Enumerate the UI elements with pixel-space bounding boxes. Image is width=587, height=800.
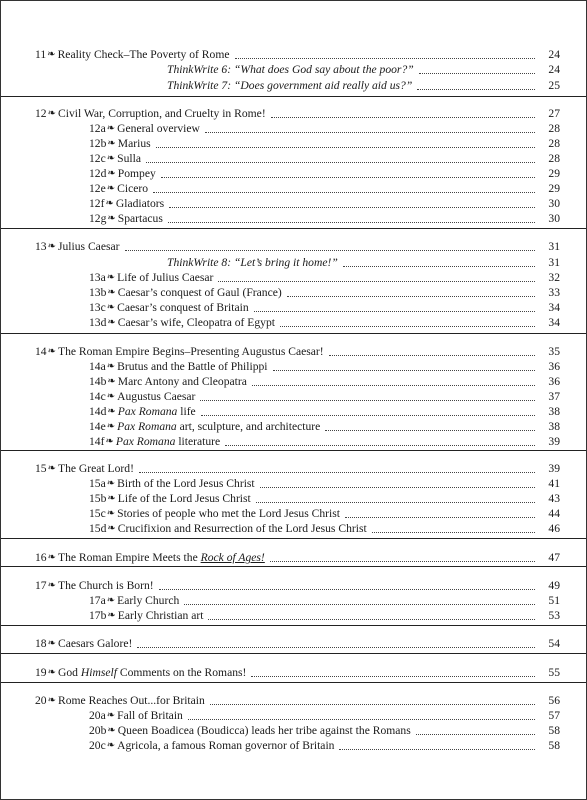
toc-subentry[interactable] — [89, 181, 560, 196]
dot-leader — [273, 369, 535, 371]
leaf-bullet-icon: ❧ — [47, 108, 56, 119]
entry-title — [167, 255, 338, 270]
page-number: 49 — [548, 579, 560, 592]
toc-entry[interactable] — [35, 636, 560, 651]
entry-title-rest: life — [177, 405, 196, 418]
toc-subentry[interactable] — [89, 738, 560, 753]
leaf-bullet-icon: ❧ — [106, 183, 116, 194]
toc-subentry[interactable] — [89, 404, 560, 419]
leaf-bullet-icon: ❧ — [106, 595, 116, 606]
entry-title-post: Comments on the Romans! — [116, 666, 247, 679]
entry-title: Sulla — [117, 152, 141, 165]
entry-number: 12a — [89, 122, 106, 135]
leaf-bullet-icon: ❧ — [107, 168, 116, 179]
entry-title — [167, 62, 414, 77]
dot-leader — [146, 161, 535, 163]
leaf-bullet-icon: ❧ — [47, 463, 56, 474]
dot-leader — [280, 325, 535, 327]
page-number: 53 — [548, 609, 560, 622]
entry-title: Augustus Caesar — [117, 390, 196, 403]
dot-leader — [235, 57, 536, 59]
entry-title-rest: literature — [175, 435, 221, 448]
leaf-bullet-icon: ❧ — [107, 376, 116, 387]
toc-entry[interactable] — [35, 239, 560, 254]
entry-title: Reality Check–The Poverty of Rome — [57, 48, 230, 61]
toc-subentry[interactable] — [89, 389, 560, 404]
toc-subentry[interactable] — [89, 211, 560, 226]
section-divider — [1, 653, 586, 654]
thinkwrite-entry[interactable] — [167, 78, 560, 93]
dot-leader — [329, 354, 535, 356]
entry-title-italic: ThinkWrite 8: “Let’s bring it home!” — [167, 256, 338, 269]
leaf-bullet-icon: ❧ — [47, 667, 56, 678]
dot-leader — [251, 675, 535, 677]
toc-subentry[interactable] — [89, 315, 560, 330]
dot-leader — [161, 176, 535, 178]
page-number: 55 — [548, 666, 560, 679]
entry-number: 12 — [35, 107, 47, 120]
dot-leader — [168, 221, 535, 223]
section-divider — [1, 682, 586, 683]
entry-title-emphasis: Rock of Ages! — [200, 551, 265, 564]
entry-title: Caesars Galore! — [57, 637, 133, 650]
dot-leader — [417, 88, 535, 90]
entry-number: 13a — [89, 271, 106, 284]
entry-title: Marius — [117, 137, 151, 150]
toc-entry[interactable] — [35, 47, 560, 62]
page-number: 46 — [548, 522, 560, 535]
entry-number: 19 — [35, 666, 47, 679]
entry-number: 13 — [35, 240, 47, 253]
entry-title-pre: God — [57, 666, 81, 679]
entry-title: Crucifixion and Resurrection of the Lord Jesus Christ — [117, 522, 367, 535]
entry-title: Life of the Lord Jesus Christ — [117, 492, 251, 505]
page-number: 39 — [548, 435, 560, 448]
leaf-bullet-icon: ❧ — [106, 710, 116, 721]
dot-leader — [200, 399, 535, 401]
entry-title-italic: Pax Romana — [117, 405, 178, 418]
leaf-bullet-icon: ❧ — [106, 272, 116, 283]
page-number: 44 — [548, 507, 560, 520]
entry-number: 20a — [89, 709, 106, 722]
toc-subentry[interactable] — [89, 476, 560, 491]
page-number: 54 — [548, 637, 560, 650]
section-divider — [1, 538, 586, 539]
leaf-bullet-icon: ❧ — [47, 638, 56, 649]
leaf-bullet-icon: ❧ — [105, 436, 114, 447]
entry-number: 16 — [35, 551, 47, 564]
page-number: 35 — [548, 345, 560, 358]
entry-title: Julius Caesar — [57, 240, 120, 253]
entry-number: 14 — [35, 345, 47, 358]
leaf-bullet-icon: ❧ — [47, 695, 56, 706]
leaf-bullet-icon: ❧ — [47, 346, 56, 357]
dot-leader — [254, 310, 535, 312]
section-divider — [1, 625, 586, 626]
toc-subentry[interactable] — [89, 196, 560, 211]
page-number: 36 — [548, 375, 560, 388]
leaf-bullet-icon: ❧ — [107, 213, 116, 224]
entry-number: 20 — [35, 694, 47, 707]
page-number: 29 — [548, 167, 560, 180]
entry-title: Life of Julius Caesar — [117, 271, 214, 284]
leaf-bullet-icon: ❧ — [106, 421, 116, 432]
dot-leader — [345, 516, 535, 518]
dot-leader — [256, 501, 535, 503]
entry-title: Brutus and the Battle of Philippi — [117, 360, 268, 373]
page-number: 43 — [548, 492, 560, 505]
entry-number: 14d — [89, 405, 107, 418]
toc-subentry[interactable] — [89, 521, 560, 536]
entry-number: 17b — [89, 609, 107, 622]
toc-subentry[interactable] — [89, 491, 560, 506]
page-number: 28 — [548, 137, 560, 150]
entry-number: 14a — [89, 360, 106, 373]
entry-title: Marc Antony and Cleopatra — [117, 375, 247, 388]
entry-number: 11 — [35, 48, 47, 61]
leaf-bullet-icon: ❧ — [106, 123, 116, 134]
entry-title-italic: ThinkWrite 7: “Does government aid really aid us?” — [167, 79, 413, 92]
entry-title: Caesar’s conquest of Britain — [117, 301, 249, 314]
entry-title-italic: Pax Romana — [117, 420, 177, 433]
section-divider — [1, 228, 586, 229]
page-number: 34 — [548, 316, 560, 329]
toc-subentry[interactable] — [89, 151, 560, 166]
dot-leader — [416, 733, 535, 735]
dot-leader — [169, 206, 535, 208]
entry-number: 20b — [89, 724, 107, 737]
dot-leader — [137, 646, 535, 648]
page-number: 37 — [548, 390, 560, 403]
page-number: 34 — [548, 301, 560, 314]
entry-title-italic: ThinkWrite 6: “What does God say about the poor?” — [167, 63, 414, 76]
toc-subentry[interactable] — [89, 506, 560, 521]
entry-title — [58, 550, 265, 565]
entry-title: Pompey — [117, 167, 156, 180]
section-divider — [1, 333, 586, 334]
section-divider — [1, 96, 586, 97]
toc-entry[interactable] — [35, 550, 560, 565]
entry-title: Cicero — [117, 182, 149, 195]
page-number: 56 — [548, 694, 560, 707]
leaf-bullet-icon: ❧ — [107, 138, 116, 149]
entry-title — [117, 419, 320, 434]
dot-leader — [287, 295, 535, 297]
page-number: 32 — [548, 271, 560, 284]
dot-leader — [153, 191, 535, 193]
entry-number: 18 — [35, 637, 47, 650]
dot-leader — [419, 72, 535, 74]
page-number: 24 — [548, 48, 560, 61]
thinkwrite-entry[interactable] — [167, 62, 560, 77]
page-number: 24 — [548, 63, 560, 76]
toc-subentry[interactable] — [89, 419, 560, 434]
table-of-contents — [1, 1, 586, 799]
leaf-bullet-icon: ❧ — [106, 391, 116, 402]
dot-leader — [325, 429, 535, 431]
dot-leader — [156, 146, 535, 148]
dot-leader — [125, 249, 536, 251]
page-number: 47 — [548, 551, 560, 564]
leaf-bullet-icon: ❧ — [107, 523, 116, 534]
entry-title: Spartacus — [117, 212, 163, 225]
leaf-bullet-icon: ❧ — [47, 580, 56, 591]
page-number: 25 — [548, 79, 560, 92]
entry-title: Caesar’s wife, Cleopatra of Egypt — [117, 316, 275, 329]
entry-number: 12b — [89, 137, 107, 150]
page-number: 31 — [548, 240, 560, 253]
leaf-bullet-icon: ❧ — [107, 725, 116, 736]
leaf-bullet-icon: ❧ — [107, 287, 116, 298]
entry-title: Agricola, a famous Roman governor of Britain — [117, 739, 335, 752]
leaf-bullet-icon: ❧ — [106, 361, 116, 372]
dot-leader — [139, 471, 535, 473]
toc-subentry[interactable] — [89, 708, 560, 723]
page-number: 38 — [548, 420, 560, 433]
toc-entry[interactable] — [35, 578, 560, 593]
toc-entry[interactable] — [35, 665, 560, 680]
toc-subentry[interactable] — [89, 593, 560, 608]
leaf-bullet-icon: ❧ — [107, 406, 116, 417]
entry-title: The Church is Born! — [57, 579, 154, 592]
entry-title: Stories of people who met the Lord Jesus Christ — [117, 507, 340, 520]
toc-subentry[interactable] — [89, 300, 560, 315]
dot-leader — [225, 444, 535, 446]
entry-title — [116, 434, 220, 449]
toc-subentry[interactable] — [89, 166, 560, 181]
entry-title: Early Christian art — [117, 609, 204, 622]
toc-subentry[interactable] — [89, 434, 560, 449]
page-number: 58 — [548, 739, 560, 752]
page-number: 28 — [548, 152, 560, 165]
dot-leader — [201, 414, 535, 416]
toc-entry[interactable] — [35, 106, 560, 121]
page-number: 51 — [548, 594, 560, 607]
entry-title: Fall of Britain — [117, 709, 183, 722]
dot-leader — [260, 486, 535, 488]
toc-entry[interactable] — [35, 344, 560, 359]
page-number: 33 — [548, 286, 560, 299]
entry-title: Caesar’s conquest of Gaul (France) — [117, 286, 282, 299]
entry-number: 13c — [89, 301, 106, 314]
toc-subentry[interactable] — [89, 285, 560, 300]
dot-leader — [372, 531, 535, 533]
entry-title: Gladiators — [115, 197, 165, 210]
entry-title: Queen Boadicea (Boudicca) leads her tribe against the Romans — [117, 724, 411, 737]
toc-subentry[interactable] — [89, 374, 560, 389]
dot-leader — [339, 748, 535, 750]
dot-leader — [205, 131, 535, 133]
dot-leader — [218, 280, 535, 282]
entry-title-pre: The Roman Empire Meets the — [57, 551, 201, 564]
entry-number: 15d — [89, 522, 107, 535]
entry-number: 12e — [89, 182, 106, 195]
page-number: 27 — [548, 107, 560, 120]
toc-subentry[interactable] — [89, 723, 560, 738]
page-number: 36 — [548, 360, 560, 373]
dot-leader — [343, 265, 535, 267]
entry-number: 13b — [89, 286, 107, 299]
toc-subentry[interactable] — [89, 121, 560, 136]
page-number: 41 — [548, 477, 560, 490]
entry-title-rest: art, sculpture, and architecture — [176, 420, 321, 433]
leaf-bullet-icon: ❧ — [107, 493, 116, 504]
toc-entry[interactable] — [35, 461, 560, 476]
dot-leader — [252, 384, 535, 386]
entry-title — [58, 665, 246, 680]
dot-leader — [210, 703, 535, 705]
section-divider — [1, 450, 586, 451]
page-number: 29 — [548, 182, 560, 195]
toc-subentry[interactable] — [89, 136, 560, 151]
leaf-bullet-icon: ❧ — [107, 610, 116, 621]
entry-title: Rome Reaches Out...for Britain — [57, 694, 205, 707]
page-number: 30 — [548, 212, 560, 225]
entry-title-italic: Pax Romana — [115, 435, 176, 448]
entry-number: 14c — [89, 390, 106, 403]
page-number: 30 — [548, 197, 560, 210]
entry-title: The Great Lord! — [57, 462, 134, 475]
toc-subentry[interactable] — [89, 608, 560, 623]
entry-number: 13d — [89, 316, 107, 329]
page-number: 58 — [548, 724, 560, 737]
dot-leader — [271, 116, 535, 118]
entry-number: 12c — [89, 152, 106, 165]
entry-title — [167, 78, 412, 93]
leaf-bullet-icon: ❧ — [47, 552, 56, 563]
entry-number: 20c — [89, 739, 106, 752]
dot-leader — [159, 588, 535, 590]
entry-number: 12d — [89, 167, 107, 180]
toc-subentry[interactable] — [89, 270, 560, 285]
toc-subentry[interactable] — [89, 359, 560, 374]
leaf-bullet-icon: ❧ — [47, 49, 56, 60]
entry-title: Civil War, Corruption, and Cruelty in Rome! — [57, 107, 266, 120]
entry-number: 17a — [89, 594, 106, 607]
entry-number: 15c — [89, 507, 106, 520]
page-number: 39 — [548, 462, 560, 475]
leaf-bullet-icon: ❧ — [47, 241, 56, 252]
entry-title: Early Church — [117, 594, 180, 607]
dot-leader — [188, 718, 535, 720]
leaf-bullet-icon: ❧ — [107, 317, 116, 328]
entry-title: Birth of the Lord Jesus Christ — [117, 477, 255, 490]
dot-leader — [270, 560, 535, 562]
leaf-bullet-icon: ❧ — [106, 740, 116, 751]
leaf-bullet-icon: ❧ — [106, 302, 116, 313]
page-number: 57 — [548, 709, 560, 722]
entry-number: 14b — [89, 375, 107, 388]
entry-number: 17 — [35, 579, 47, 592]
page-number: 38 — [548, 405, 560, 418]
entry-number: 15b — [89, 492, 107, 505]
entry-number: 14e — [89, 420, 106, 433]
entry-title — [118, 404, 196, 419]
leaf-bullet-icon: ❧ — [106, 478, 116, 489]
entry-number: 12g — [89, 212, 107, 225]
entry-title: General overview — [117, 122, 200, 135]
entry-number: 15 — [35, 462, 47, 475]
section-divider — [1, 566, 586, 567]
leaf-bullet-icon: ❧ — [106, 508, 116, 519]
dot-leader — [184, 603, 535, 605]
entry-number: 15a — [89, 477, 106, 490]
entry-number: 14f — [89, 435, 105, 448]
leaf-bullet-icon: ❧ — [105, 198, 114, 209]
entry-title: The Roman Empire Begins–Presenting Augustus Caesar! — [57, 345, 324, 358]
page-number: 28 — [548, 122, 560, 135]
toc-entry[interactable] — [35, 693, 560, 708]
entry-title-italic: Himself — [80, 666, 117, 679]
page-number: 31 — [548, 256, 560, 269]
thinkwrite-entry[interactable] — [167, 255, 560, 270]
entry-number: 12f — [89, 197, 105, 210]
dot-leader — [208, 618, 535, 620]
leaf-bullet-icon: ❧ — [106, 153, 116, 164]
